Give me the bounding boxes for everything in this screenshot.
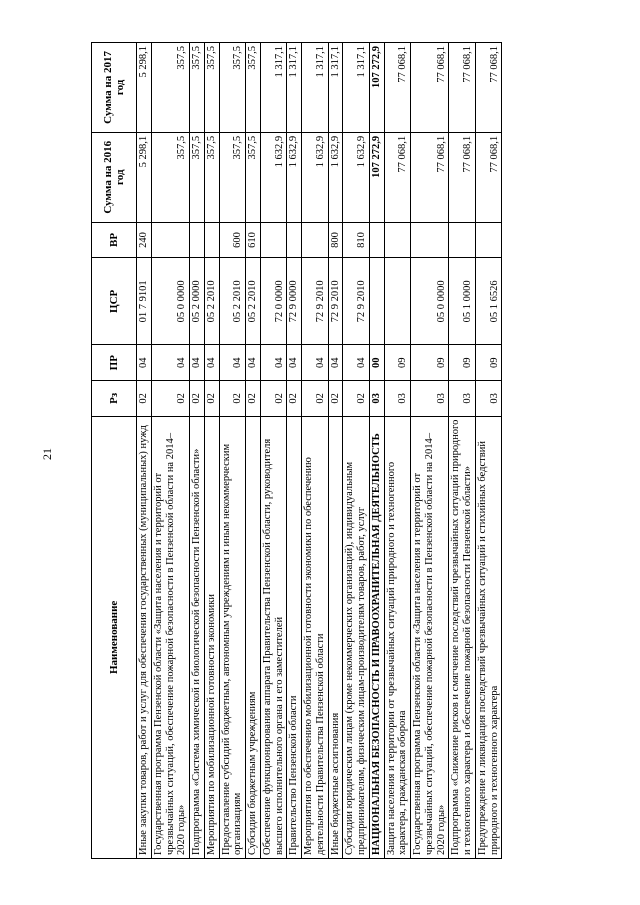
cell-pr: 04 — [246, 345, 261, 381]
cell-sum2016: 1 632,9 — [343, 132, 370, 222]
cell-vr: 240 — [137, 222, 152, 258]
cell-vr — [411, 222, 449, 258]
cell-sum2016: 77 068,1 — [384, 132, 411, 222]
cell-pr: 04 — [302, 345, 329, 381]
cell-sum2016: 357,5 — [151, 132, 189, 222]
cell-pr: 04 — [328, 345, 343, 381]
cell-vr — [190, 222, 205, 258]
cell-vr — [384, 222, 411, 258]
cell-sum2017: 357,5 — [151, 43, 189, 133]
cell-vr — [151, 222, 189, 258]
cell-vr — [287, 222, 302, 258]
header-sum-2017: Сумма на 2017 год — [92, 43, 137, 133]
cell-sum2016: 1 632,9 — [328, 132, 343, 222]
cell-name: Субсидии бюджетным учреждениям — [246, 416, 261, 858]
cell-name: Подпрограмма «Снижение рисков и смягчение последствий чрезвычайных ситуаций природного и техногенного характера и обеспечение пожарной безопасности Пензенской области» — [449, 416, 476, 858]
table-rotated-wrapper — [91, 42, 587, 859]
cell-rz: 02 — [190, 381, 205, 417]
table-row — [475, 43, 502, 859]
cell-name: Государственная программа Пензенской области «Защита населения и территорий от чрезвычайных ситуаций, обеспечение пожарной безопасности в Пензенской области на 2014–2020 годы» — [151, 416, 189, 858]
cell-sum2016: 1 632,9 — [287, 132, 302, 222]
table-row — [260, 43, 287, 859]
cell-sum2017: 77 068,1 — [449, 43, 476, 133]
cell-csr — [369, 258, 384, 345]
cell-pr: 09 — [384, 345, 411, 381]
cell-sum2017: 1 317,1 — [287, 43, 302, 133]
cell-sum2017: 5 298,1 — [137, 43, 152, 133]
table-row — [137, 43, 152, 859]
table-row — [343, 43, 370, 859]
cell-sum2016: 77 068,1 — [449, 132, 476, 222]
cell-sum2017: 357,5 — [246, 43, 261, 133]
page-number: 21 — [40, 448, 54, 460]
cell-sum2017: 357,5 — [219, 43, 246, 133]
cell-rz: 02 — [204, 381, 219, 417]
cell-sum2017: 77 068,1 — [475, 43, 502, 133]
cell-pr: 04 — [151, 345, 189, 381]
cell-rz: 02 — [287, 381, 302, 417]
cell-rz: 02 — [137, 381, 152, 417]
cell-sum2016: 5 298,1 — [137, 132, 152, 222]
cell-vr: 800 — [328, 222, 343, 258]
cell-pr: 04 — [204, 345, 219, 381]
cell-name: Иные закупки товаров, работ и услуг для обеспечения государственных (муниципальных) нужд — [137, 416, 152, 858]
cell-rz: 02 — [246, 381, 261, 417]
cell-vr — [475, 222, 502, 258]
cell-csr: 72 0 0000 — [260, 258, 287, 345]
cell-rz: 03 — [449, 381, 476, 417]
table-row — [384, 43, 411, 859]
cell-name: Правительство Пензенской области — [287, 416, 302, 858]
cell-name: Подпрограмма «Система химической и биологической безопасности Пензенской области» — [190, 416, 205, 858]
cell-pr: 04 — [219, 345, 246, 381]
header-vr: ВР — [92, 222, 137, 258]
cell-sum2016: 107 272,9 — [369, 132, 384, 222]
cell-sum2016: 357,5 — [204, 132, 219, 222]
table-row — [328, 43, 343, 859]
cell-sum2017: 1 317,1 — [302, 43, 329, 133]
cell-name: Обеспечение функционирования аппарата Правительства Пензенской области, руководителя высшего исполнительного органа и его заместителей — [260, 416, 287, 858]
cell-sum2017: 1 317,1 — [328, 43, 343, 133]
header-pr: ПР — [92, 345, 137, 381]
cell-pr: 00 — [369, 345, 384, 381]
cell-rz: 02 — [151, 381, 189, 417]
cell-sum2016: 77 068,1 — [475, 132, 502, 222]
cell-pr: 04 — [190, 345, 205, 381]
cell-csr: 72 9 2010 — [302, 258, 329, 345]
cell-name: Предупреждение и ликвидация последствий чрезвычайных ситуаций и стихийных бедствий природного и техногенного характера — [475, 416, 502, 858]
cell-sum2016: 1 632,9 — [260, 132, 287, 222]
table-row — [369, 43, 384, 859]
cell-sum2017: 77 068,1 — [384, 43, 411, 133]
cell-pr: 04 — [343, 345, 370, 381]
cell-pr: 09 — [411, 345, 449, 381]
cell-pr: 04 — [137, 345, 152, 381]
budget-table — [91, 42, 502, 859]
cell-csr: 05 2 0000 — [190, 258, 205, 345]
cell-csr: 05 2 2010 — [204, 258, 219, 345]
table-row — [151, 43, 189, 859]
cell-name: Предоставление субсидий бюджетным, автономным учреждениям и иным некоммерческим организациям — [219, 416, 246, 858]
cell-vr — [260, 222, 287, 258]
cell-name: Защита населения и территории от чрезвычайных ситуаций природного и техногенного характера, гражданская оборона — [384, 416, 411, 858]
cell-csr: 72 9 2010 — [328, 258, 343, 345]
table-container — [91, 42, 587, 859]
table-row — [449, 43, 476, 859]
cell-sum2017: 77 068,1 — [411, 43, 449, 133]
table-row — [302, 43, 329, 859]
cell-csr: 05 2 2010 — [246, 258, 261, 345]
cell-name: Субсидии юридическим лицам (кроме некоммерческих организаций), индивидуальным предпринимателям, физическим лицам-производителям товаров, работ, услуг — [343, 416, 370, 858]
cell-csr: 05 0 0000 — [411, 258, 449, 345]
table-row — [246, 43, 261, 859]
cell-name: НАЦИОНАЛЬНАЯ БЕЗОПАСНОСТЬ И ПРАВООХРАНИТЕЛЬНАЯ ДЕЯТЕЛЬНОСТЬ — [369, 416, 384, 858]
table-row — [411, 43, 449, 859]
cell-csr: 05 1 6526 — [475, 258, 502, 345]
cell-sum2017: 107 272,9 — [369, 43, 384, 133]
cell-name: Мероприятия по обеспечению мобилизационной готовности экономики по обеспечению деятельности Правительства Пензенской области — [302, 416, 329, 858]
cell-csr: 05 0 0000 — [151, 258, 189, 345]
cell-csr: 01 7 9101 — [137, 258, 152, 345]
cell-csr: 72 9 2010 — [343, 258, 370, 345]
cell-rz: 02 — [328, 381, 343, 417]
header-sum-2016: Сумма на 2016 год — [92, 132, 137, 222]
cell-sum2017: 357,5 — [190, 43, 205, 133]
cell-rz: 03 — [411, 381, 449, 417]
cell-vr — [449, 222, 476, 258]
cell-vr: 610 — [246, 222, 261, 258]
table-row — [287, 43, 302, 859]
cell-name: Государственная программа Пензенской области «Защита населения и территорий от чрезвычайных ситуаций, обеспечение пожарной безопасности в Пензенской области на 2014–2020 годы» — [411, 416, 449, 858]
cell-csr: 05 1 0000 — [449, 258, 476, 345]
cell-name: Мероприятия по мобилизационной готовности экономики — [204, 416, 219, 858]
cell-name: Иные бюджетные ассигнования — [328, 416, 343, 858]
cell-vr — [369, 222, 384, 258]
cell-rz: 02 — [219, 381, 246, 417]
cell-pr: 09 — [475, 345, 502, 381]
cell-sum2016: 1 632,9 — [302, 132, 329, 222]
cell-csr: 05 2 2010 — [219, 258, 246, 345]
cell-rz: 02 — [260, 381, 287, 417]
cell-sum2016: 357,5 — [246, 132, 261, 222]
cell-rz: 03 — [384, 381, 411, 417]
cell-rz: 03 — [475, 381, 502, 417]
cell-rz: 03 — [369, 381, 384, 417]
cell-pr: 04 — [287, 345, 302, 381]
header-rz: Рз — [92, 381, 137, 417]
table-row — [219, 43, 246, 859]
cell-vr — [302, 222, 329, 258]
cell-rz: 02 — [343, 381, 370, 417]
cell-sum2016: 77 068,1 — [411, 132, 449, 222]
cell-sum2016: 357,5 — [190, 132, 205, 222]
cell-sum2017: 1 317,1 — [260, 43, 287, 133]
cell-csr — [384, 258, 411, 345]
cell-rz: 02 — [302, 381, 329, 417]
cell-sum2017: 1 317,1 — [343, 43, 370, 133]
table-row — [190, 43, 205, 859]
cell-csr: 72 9 0000 — [287, 258, 302, 345]
header-csr: ЦСР — [92, 258, 137, 345]
cell-vr — [204, 222, 219, 258]
cell-vr: 600 — [219, 222, 246, 258]
table-row — [204, 43, 219, 859]
cell-pr: 04 — [260, 345, 287, 381]
cell-sum2016: 357,5 — [219, 132, 246, 222]
cell-pr: 09 — [449, 345, 476, 381]
table-header-row — [92, 43, 137, 859]
cell-sum2017: 357,5 — [204, 43, 219, 133]
header-name: Наименование — [92, 416, 137, 858]
cell-vr: 810 — [343, 222, 370, 258]
